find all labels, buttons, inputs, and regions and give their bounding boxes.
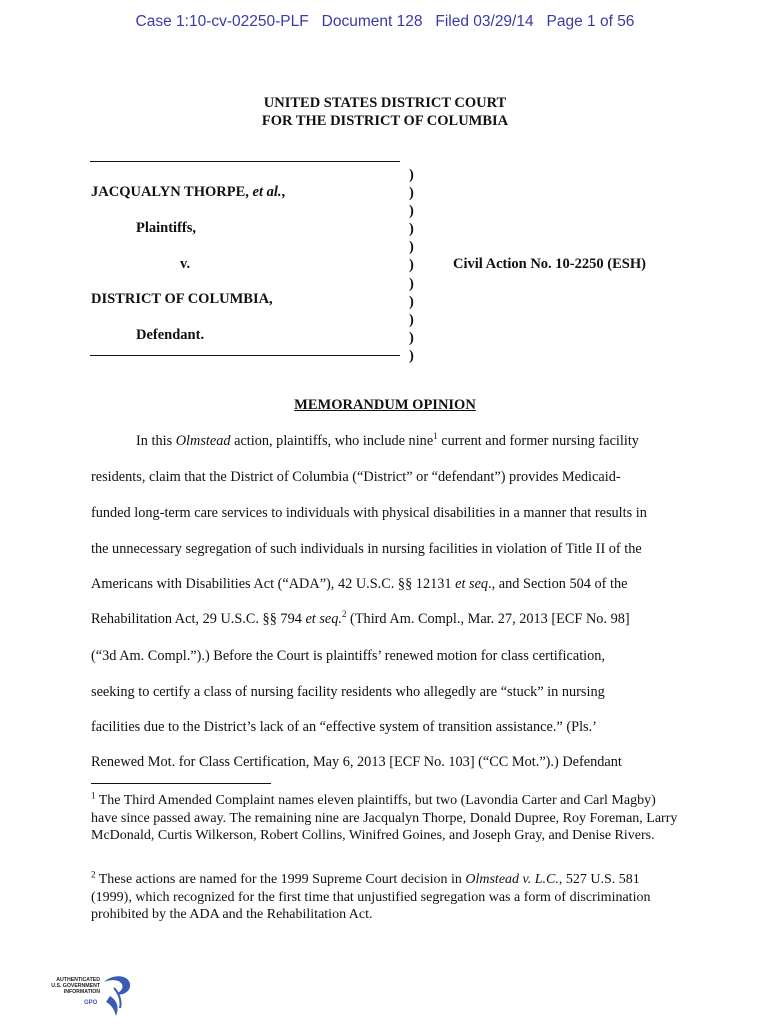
body-line-8: seeking to certify a class of nursing facility residents who allegedly are “stuck” in nursing: [91, 684, 605, 700]
footnote-text: These actions are named for the 1999 Supreme Court decision in: [95, 872, 466, 887]
plaintiff-name-text: JACQUALYN THORPE,: [91, 184, 249, 200]
seal-line: INFORMATION: [63, 989, 100, 995]
eagle-icon: [100, 974, 134, 1018]
court-name: UNITED STATES DISTRICT COURT: [263, 95, 507, 111]
defendant-label: Defendant.: [136, 327, 205, 343]
paren: ): [409, 239, 414, 256]
text: Rehabilitation Act, 29 U.S.C. §§ 794: [91, 611, 306, 627]
footnote-text: The Third Amended Complaint names eleven plaintiffs, but two (Lavondia Carter and Carl Magby) have since passed away. The remaining nine are Jacqualyn Thorpe, Donald Dupree, Roy Foreman, Larry McDonald, Curtis Wilkerson, Robert Collins, Winifred Goines, and Joseph Gray, and Denise Rivers.: [91, 793, 678, 844]
court-heading: [0, 94, 770, 130]
paren: ): [409, 275, 414, 292]
caption-parentheses: [409, 166, 414, 365]
text: Americans with Disabilities Act (“ADA”), 42 U.S.C. §§ 12131: [91, 576, 456, 592]
case-name: Olmstead: [175, 433, 231, 449]
paren: ): [409, 329, 414, 346]
plaintiff-name: [91, 184, 285, 201]
seal-line: AUTHENTICATED: [56, 977, 100, 983]
gpo-authentication-seal: [44, 972, 134, 1020]
body-line-9: facilities due to the District’s lack of an “effective system of transition assistance.” (Pls.’: [91, 719, 597, 735]
caption-top-rule: [90, 161, 400, 162]
paren: ): [409, 311, 414, 328]
text: In this: [136, 433, 176, 449]
footnote-number: 2: [91, 869, 96, 880]
footnote-number: 1: [91, 790, 96, 801]
gpo-label: GPO: [84, 1000, 98, 1006]
text: current and former nursing facility: [437, 433, 639, 449]
seal-line: U.S. GOVERNMENT: [51, 983, 100, 989]
footnote-2: [91, 871, 681, 924]
case-header: Case 1:10-cv-02250-PLF Document 128 Filed 03/29/14 Page 1 of 56: [135, 13, 635, 30]
et-seq: et seq.: [305, 611, 342, 627]
paren: ): [409, 293, 414, 310]
plaintiffs-label: Plaintiffs,: [136, 220, 197, 236]
footnote-separator: [91, 783, 271, 784]
body-line-6: [91, 611, 630, 628]
court-district: FOR THE DISTRICT OF COLUMBIA: [261, 113, 509, 129]
body-line-5: [91, 576, 627, 593]
paren: ): [409, 185, 414, 202]
body-line-10: Renewed Mot. for Class Certification, May 6, 2013 [ECF No. 103] (“CC Mot.”).) Defendant: [91, 754, 622, 770]
civil-action-number: Civil Action No. 10-2250 (ESH): [453, 256, 646, 272]
paren: ): [409, 257, 414, 274]
footnote-ref-1: 1: [433, 431, 438, 442]
body-line-1: [136, 433, 639, 450]
body-line-3: funded long-term care services to individuals with physical disabilities in a manner that results in: [91, 505, 647, 521]
paren: ): [409, 221, 414, 238]
paren: ): [409, 167, 414, 183]
text: ., and Section 504 of the: [488, 576, 628, 592]
footnote-ref-2: 2: [341, 609, 347, 620]
text: action, plaintiffs, who include nine: [230, 433, 434, 449]
defendant-name: DISTRICT OF COLUMBIA,: [91, 291, 273, 307]
document-title: MEMORANDUM OPINION: [294, 397, 476, 413]
et-al: et al.: [252, 184, 282, 200]
et-seq: et seq: [455, 576, 489, 592]
seal-text: [44, 977, 100, 995]
text: (Third Am. Compl., Mar. 27, 2013 [ECF No. 98]: [346, 611, 630, 627]
footnote-1: [91, 792, 681, 845]
body-line-2: residents, claim that the District of Columbia (“District” or “defendant”) provides Medicaid-: [91, 469, 621, 485]
caption-bottom-rule: [90, 355, 400, 356]
paren: ): [409, 347, 414, 364]
body-line-4: the unnecessary segregation of such individuals in nursing facilities in violation of Title II of the: [91, 541, 642, 557]
paren: ): [409, 203, 414, 220]
footnote-text: , 527 U.S. 581 (1999), which recognized for the first time that unjustified segregation was a form of discrimination prohibited by the ADA and the Rehabilitation Act.: [91, 872, 651, 923]
versus: v.: [180, 256, 191, 272]
plaintiff-comma: ,: [281, 184, 286, 200]
body-line-7: (“3d Am. Compl.”).) Before the Court is plaintiffs’ renewed motion for class certification,: [91, 648, 606, 664]
case-name: Olmstead v. L.C.: [465, 872, 559, 887]
